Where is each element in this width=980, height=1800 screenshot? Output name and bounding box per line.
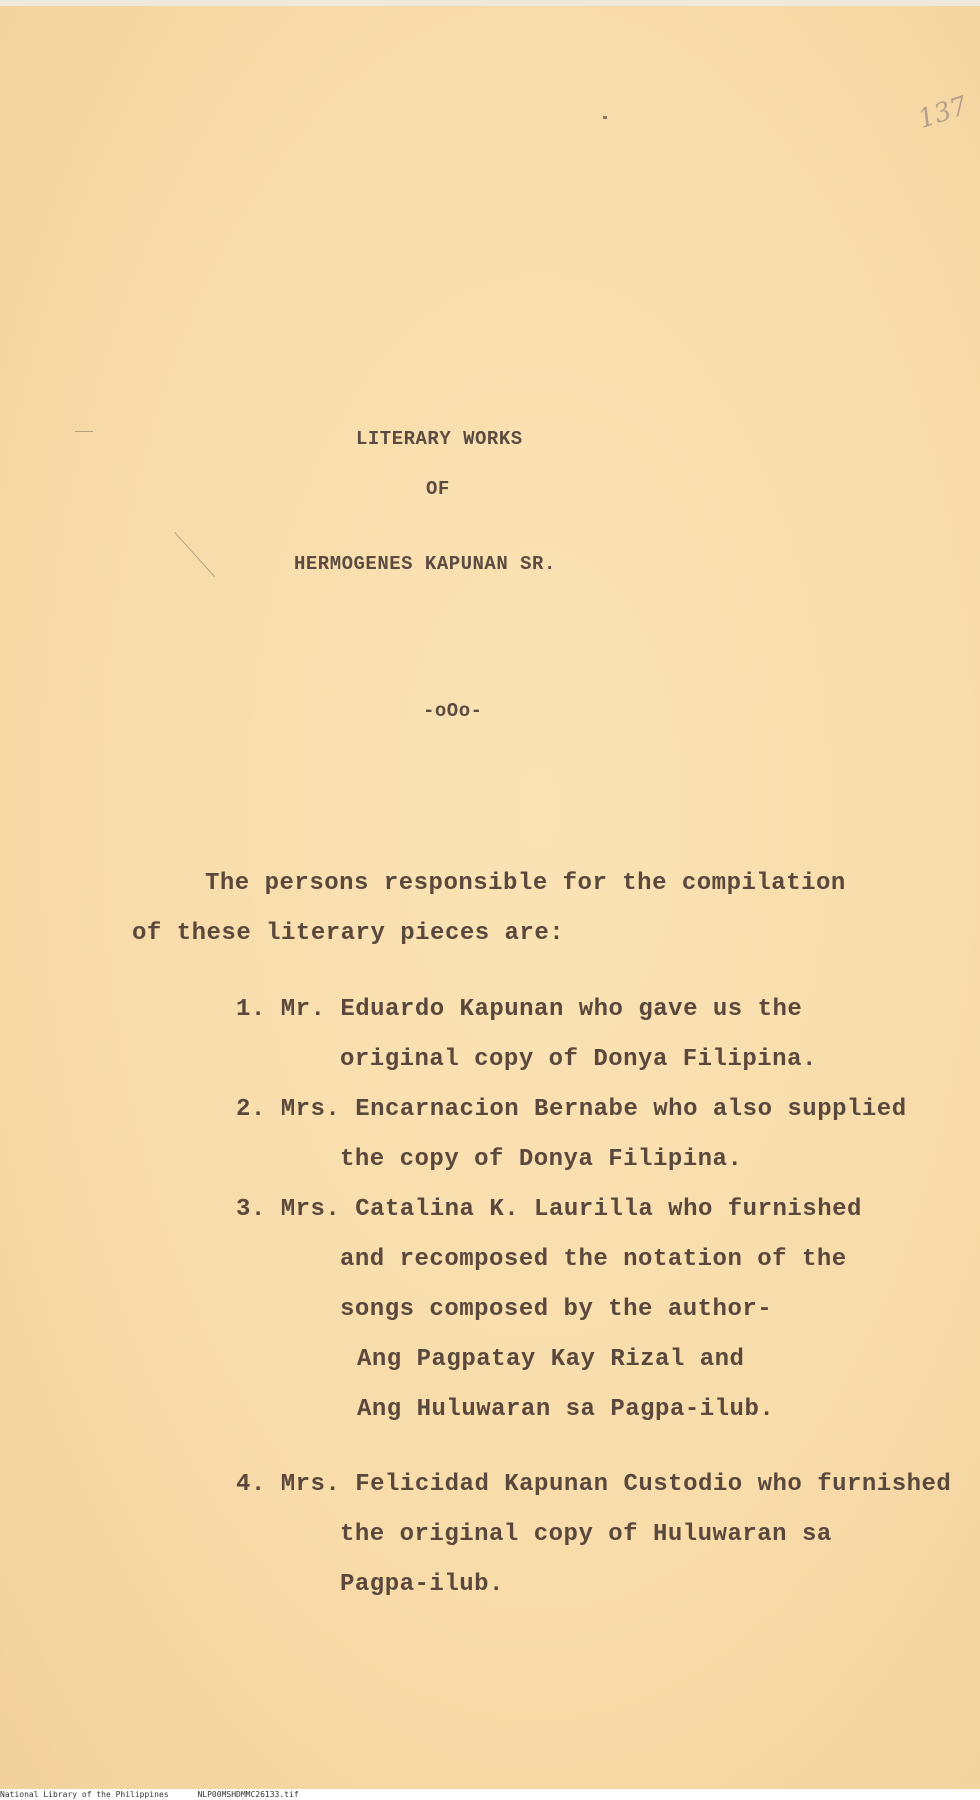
list-item-line: original copy of Donya Filipina. (340, 1046, 817, 1073)
list-item-line: Ang Pagpatay Kay Rizal and (357, 1346, 745, 1373)
paper-mark (603, 116, 607, 119)
paper-mark (174, 532, 215, 577)
title-line-1: LITERARY WORKS (356, 428, 523, 450)
list-item-line: 2. Mrs. Encarnacion Bernabe who also supplied (236, 1096, 907, 1123)
list-item-line: Ang Huluwaran sa Pagpa-ilub. (357, 1396, 775, 1423)
footer-filename: NLP00MSHDMMC26133.tif (197, 1790, 299, 1799)
list-item-line: Pagpa-ilub. (340, 1571, 504, 1598)
footer-source: National Library of the Philippines (0, 1790, 169, 1799)
page-top-edge (0, 0, 980, 6)
title-line-3: HERMOGENES KAPUNAN SR. (294, 553, 556, 575)
intro-line-1: The persons responsible for the compilation (205, 870, 846, 897)
list-item-line: the copy of Donya Filipina. (340, 1146, 743, 1173)
list-item-line: the original copy of Huluwaran sa (340, 1521, 832, 1548)
title-line-2: OF (426, 478, 450, 500)
paper-mark (75, 431, 93, 432)
separator: -oOo- (423, 700, 483, 722)
list-item-line: 3. Mrs. Catalina K. Laurilla who furnished (236, 1196, 862, 1223)
list-item-line: and recomposed the notation of the (340, 1246, 847, 1273)
list-item-line: songs composed by the author- (340, 1296, 773, 1323)
list-item-line: 1. Mr. Eduardo Kapunan who gave us the (236, 996, 803, 1023)
page-number: 137 (914, 91, 972, 135)
intro-line-2: of these literary pieces are: (132, 920, 565, 947)
scan-footer (0, 1789, 980, 1800)
list-item-line: 4. Mrs. Felicidad Kapunan Custodio who furnished (236, 1471, 952, 1498)
